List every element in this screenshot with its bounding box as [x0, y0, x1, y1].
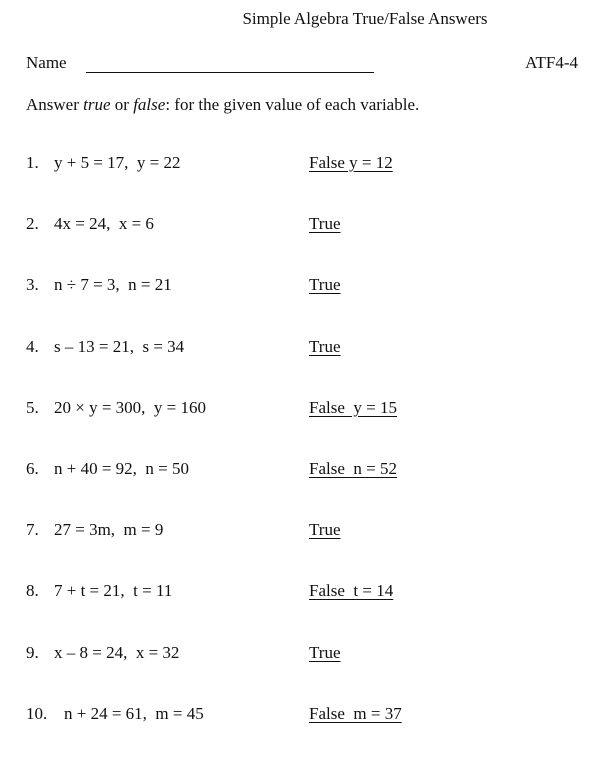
problem-list — [26, 153, 586, 765]
problem-number: 1. — [26, 153, 39, 172]
problem-1 — [26, 153, 586, 214]
worksheet-title: Simple Algebra True/False Answers — [242, 9, 488, 28]
problem-number: 8. — [26, 581, 39, 601]
problem-equation: n ÷ 7 = 3, n = 21 — [54, 275, 172, 295]
problem-answer: False y = 12 — [309, 153, 393, 172]
problem-number: 9. — [26, 642, 39, 662]
problem-answer: True — [309, 520, 341, 540]
problem-4 — [26, 337, 586, 398]
problem-answer: False t = 14 — [309, 581, 394, 601]
instructions — [26, 95, 446, 115]
problem-number: 10. — [26, 703, 48, 723]
problem-equation: 4x = 24, x = 6 — [54, 214, 154, 234]
problem-answer: True — [309, 336, 341, 356]
problem-answer: False m = 37 — [309, 703, 402, 723]
problem-equation: n + 40 = 92, n = 50 — [54, 458, 190, 478]
name-label: Name — [26, 53, 67, 72]
name-blank-line — [86, 72, 374, 73]
problem-equation: 20 × y = 300, y = 160 — [54, 397, 207, 417]
problem-answer: True — [309, 275, 341, 295]
problem-7 — [26, 520, 586, 581]
problem-equation: s – 13 = 21, s = 34 — [54, 336, 185, 356]
problem-answer: True — [309, 642, 341, 662]
problem-8 — [26, 581, 586, 642]
problem-equation: 7 + t = 21, t = 11 — [54, 581, 173, 601]
instructions-text-3: : for the given value of each variable. — [165, 95, 420, 114]
problem-equation: n + 24 = 61, m = 45 — [64, 703, 204, 723]
problem-3 — [26, 275, 586, 336]
problem-2 — [26, 214, 586, 275]
problem-number: 3. — [26, 275, 39, 295]
problem-equation: x – 8 = 24, x = 32 — [54, 642, 180, 662]
problem-number: 5. — [26, 397, 39, 417]
problem-6 — [26, 459, 586, 520]
problem-5 — [26, 398, 586, 459]
problem-9 — [26, 643, 586, 704]
problem-number: 4. — [26, 336, 39, 356]
problem-answer: False n = 52 — [309, 458, 397, 478]
problem-number: 2. — [26, 214, 39, 234]
problem-number: 7. — [26, 520, 39, 540]
instructions-text-1: Answer — [26, 95, 84, 114]
problem-answer: True — [309, 214, 341, 234]
problem-equation: y + 5 = 17, y = 22 — [54, 153, 181, 172]
instructions-false-word: false — [133, 95, 166, 114]
instructions-true-word: true — [83, 95, 111, 114]
problem-answer: False y = 15 — [309, 397, 397, 417]
problem-number: 6. — [26, 458, 39, 478]
problem-10 — [26, 704, 586, 765]
instructions-text-2: or — [110, 95, 134, 114]
name-row — [26, 53, 586, 77]
problem-equation: 27 = 3m, m = 9 — [54, 520, 164, 540]
worksheet-code: ATF4-4 — [525, 53, 578, 72]
